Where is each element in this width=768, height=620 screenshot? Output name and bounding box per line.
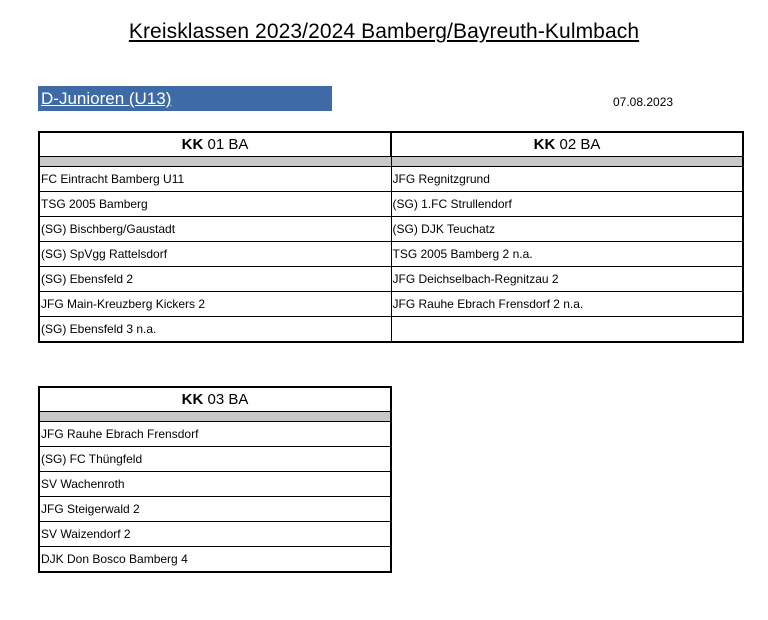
team-cell: (SG) Ebensfeld 2	[39, 267, 391, 292]
table-row	[39, 167, 743, 192]
table-row	[39, 547, 391, 573]
table-row	[39, 422, 391, 447]
table-row	[39, 472, 391, 497]
team-cell: TSG 2005 Bamberg 2 n.a.	[391, 242, 743, 267]
table-row	[39, 447, 391, 472]
group-prefix: KK	[181, 136, 204, 153]
group-prefix: KK	[181, 391, 204, 408]
group-header-kk01	[39, 132, 391, 157]
team-cell: SV Waizendorf 2	[39, 522, 391, 547]
team-cell: JFG Rauhe Ebrach Frensdorf	[39, 422, 391, 447]
team-cell: (SG) DJK Teuchatz	[391, 217, 743, 242]
team-cell: JFG Regnitzgrund	[391, 167, 743, 192]
team-cell: DJK Don Bosco Bamberg 4	[39, 547, 391, 573]
table-row	[39, 497, 391, 522]
document-date: 07.08.2023	[613, 95, 674, 109]
team-cell: TSG 2005 Bamberg	[39, 192, 391, 217]
team-cell: JFG Steigerwald 2	[39, 497, 391, 522]
empty-cell	[391, 317, 743, 343]
group-suffix: 03 BA	[203, 391, 249, 408]
table-row	[39, 192, 743, 217]
spacer-row	[39, 157, 743, 167]
team-cell: (SG) FC Thüngfeld	[39, 447, 391, 472]
team-cell: (SG) Bischberg/Gaustadt	[39, 217, 391, 242]
league-table-kk03	[38, 386, 392, 573]
team-cell: JFG Rauhe Ebrach Frensdorf 2 n.a.	[391, 292, 743, 317]
page-title: Kreisklassen 2023/2024 Bamberg/Bayreuth-Kulmbach	[128, 20, 640, 43]
team-cell: (SG) SpVgg Rattelsdorf	[39, 242, 391, 267]
group-header-kk03	[39, 387, 391, 412]
team-cell: SV Wachenroth	[39, 472, 391, 497]
table-row	[39, 242, 743, 267]
spacer-row	[39, 412, 391, 422]
group-suffix: 01 BA	[203, 136, 249, 153]
table-row	[39, 267, 743, 292]
group-prefix: KK	[533, 136, 556, 153]
team-cell: FC Eintracht Bamberg U11	[39, 167, 391, 192]
group-suffix: 02 BA	[555, 136, 601, 153]
team-cell: (SG) 1.FC Strullendorf	[391, 192, 743, 217]
league-table-kk01-kk02	[38, 131, 744, 343]
section-heading: D-Junioren (U13)	[38, 86, 332, 111]
team-cell: (SG) Ebensfeld 3 n.a.	[39, 317, 391, 343]
group-header-kk02	[391, 132, 743, 157]
team-cell: JFG Main-Kreuzberg Kickers 2	[39, 292, 391, 317]
table-row	[39, 292, 743, 317]
team-cell: JFG Deichselbach-Regnitzau 2	[391, 267, 743, 292]
table-row	[39, 522, 391, 547]
table-row	[39, 217, 743, 242]
table-row	[39, 317, 743, 343]
